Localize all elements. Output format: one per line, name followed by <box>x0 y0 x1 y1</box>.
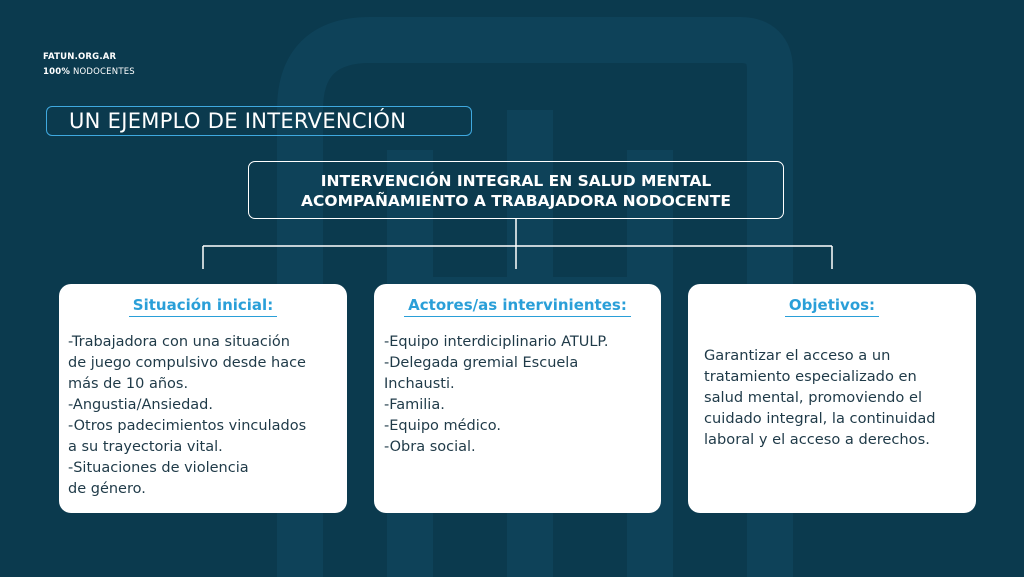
main-title-line-2: ACOMPAÑAMIENTO A TRABAJADORA NODOCENTE <box>301 192 731 210</box>
card-line: a su trayectoria vital. <box>68 439 223 455</box>
card-line: salud mental, promoviendo el <box>704 389 922 406</box>
card-line: de género. <box>68 481 146 497</box>
card-title: Actores/as intervinientes: <box>404 295 631 317</box>
card-line: -Obra social. <box>384 439 476 455</box>
card-line: -Trabajadora con una situación <box>68 334 290 350</box>
card-situacion-inicial <box>59 284 347 513</box>
card-line: laboral y el acceso a derechos. <box>704 431 930 448</box>
card-line: -Equipo interdiciplinario ATULP. <box>384 334 609 350</box>
main-title-line-1: INTERVENCIÓN INTEGRAL EN SALUD MENTAL <box>320 172 712 190</box>
card-line: más de 10 años. <box>68 376 189 392</box>
card-body <box>68 332 339 500</box>
brand-tagline-bold: 100% <box>43 67 71 77</box>
card-objetivos <box>688 284 976 513</box>
card-line: tratamiento especializado en <box>704 368 917 385</box>
card-line: -Delegada gremial Escuela <box>384 355 579 371</box>
card-line: Garantizar el acceso a un <box>704 347 891 364</box>
card-line: -Familia. <box>384 397 445 413</box>
section-title: UN EJEMPLO DE INTERVENCIÓN <box>46 106 472 136</box>
card-line: -Equipo médico. <box>384 418 501 434</box>
card-title: Situación inicial: <box>129 295 277 317</box>
card-line: -Situaciones de violencia <box>68 460 249 476</box>
card-actores-intervinientes <box>374 284 661 513</box>
card-line: de juego compulsivo desde hace <box>68 355 306 371</box>
card-title: Objetivos: <box>785 295 879 317</box>
brand-tagline-rest: NODOCENTES <box>70 67 135 77</box>
card-body <box>384 332 653 458</box>
card-line: Inchausti. <box>384 376 455 392</box>
brand-site: FATUN.ORG.AR <box>43 52 117 62</box>
card-line: -Angustia/Ansiedad. <box>68 397 213 413</box>
card-line: cuidado integral, la continuidad <box>704 410 936 427</box>
card-body <box>704 345 964 450</box>
card-line: -Otros padecimientos vinculados <box>68 418 307 434</box>
